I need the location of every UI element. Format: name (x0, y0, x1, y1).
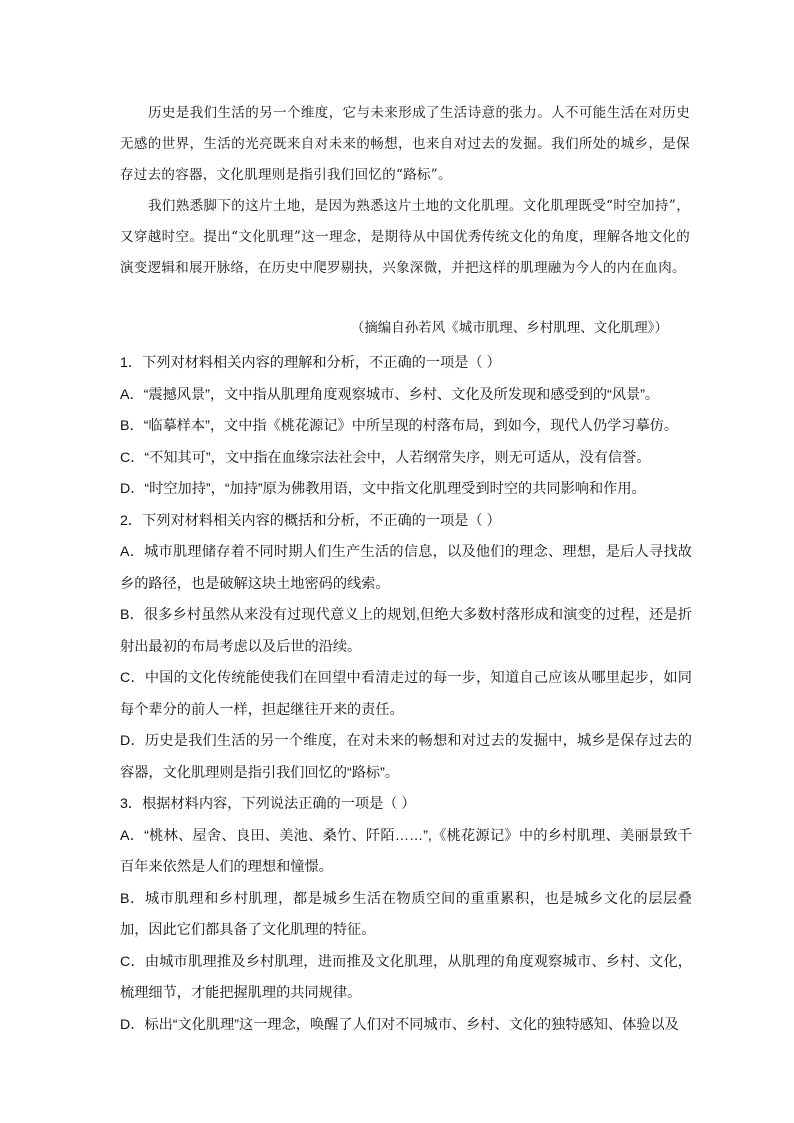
question-2-stem: 2．下列对材料相关内容的概括和分析，不正确的一项是（ ） (120, 512, 501, 529)
question-1-stem: 1．下列对材料相关内容的理解和分析，不正确的一项是（ ） (120, 355, 501, 371)
question-list (120, 348, 692, 1041)
question-3-option-c: C．由城市肌理推及乡村肌理，进而推及文化肌理，从肌理的角度观察城市、乡村、文化，梳理细节，才能把握肌理的共同规律。 (120, 953, 692, 1001)
reading-passage (120, 98, 690, 284)
question-2-option-c: C．中国的文化传统能使我们在回望中看清走过的每一步，知道自己应该从哪里起步，如同每个辈分的前人一样，担起继往开来的责任。 (120, 670, 692, 718)
question-1-option-d: D．“时空加持”，“加持”原为佛教用语，文中指文化肌理受到时空的共同影响和作用。 (120, 481, 646, 497)
question-1-option-b: B．“临摹样本”，文中指《桃花源记》中所呈现的村落布局，到如今，现代人仍学习摹仿。 (120, 418, 679, 434)
question-2-option-d: D．历史是我们生活的另一个维度，在对未来的畅想和对过去的发掘中，城乡是保存过去的容器，文化肌理则是指引我们回忆的“路标”。 (120, 733, 692, 781)
passage-paragraph-1: 历史是我们生活的另一个维度，它与未来形成了生活诗意的张力。人不可能生活在对历史无感的世界，生活的光亮既来自对未来的畅想，也来自对过去的发掘。我们所处的城乡，是保存过去的容器，文化肌理则是指引我们回忆的“路标”。 (120, 105, 690, 183)
question-2-option-b: B．很多乡村虽然从来没有过现代意义上的规划,但绝大多数村落形成和演变的过程，还是折射出最初的布局考虑以及后世的沿续。 (120, 607, 692, 655)
question-3 (120, 789, 692, 1041)
question-3-option-d: D．标出“文化肌理”这一理念，唤醒了人们对不同城市、乡村、文化的独特感知、体验以及 (120, 1016, 679, 1033)
question-2 (120, 506, 692, 790)
question-1-option-a: A．“震撼风景”，文中指从肌理角度观察城市、乡村、文化及所发现和感受到的“风景”。 (120, 386, 660, 403)
question-1 (120, 348, 692, 506)
question-3-option-a: A．“桃林、屋舍、良田、美池、桑竹、阡陌……”,《桃花源记》中的乡村肌理、美丽景致千百年来依然是人们的理想和憧憬。 (120, 827, 692, 875)
question-1-option-c: C．“不知其可”，文中指在血缘宗法社会中，人若纲常失序，则无可适从，没有信誉。 (120, 449, 651, 466)
question-3-option-b: B．城市肌理和乡村肌理，都是城乡生活在物质空间的重重累积，也是城乡文化的层层叠加，因此它们都具备了文化肌理的特征。 (120, 890, 692, 938)
passage-paragraph-2: 我们熟悉脚下的这片土地，是因为熟悉这片土地的文化肌理。文化肌理既受“时空加持”，又穿越时空。提出“文化肌理”这一理念，是期待从中国优秀传统文化的角度，理解各地文化的演变逻辑和展开脉络，在历史中爬罗剔抉，兴象深微，并把这样的肌理融为今人的内在血肉。 (120, 198, 690, 276)
question-2-option-a: A．城市肌理储存着不同时期人们生产生活的信息，以及他们的理念、理想，是后人寻找故乡的路径，也是破解这块土地密码的线索。 (120, 544, 692, 592)
passage-source: （摘编自孙若风《城市肌理、乡村肌理、文化肌理》） (350, 320, 668, 336)
question-3-stem: 3．根据材料内容，下列说法正确的一项是（ ） (120, 796, 416, 812)
